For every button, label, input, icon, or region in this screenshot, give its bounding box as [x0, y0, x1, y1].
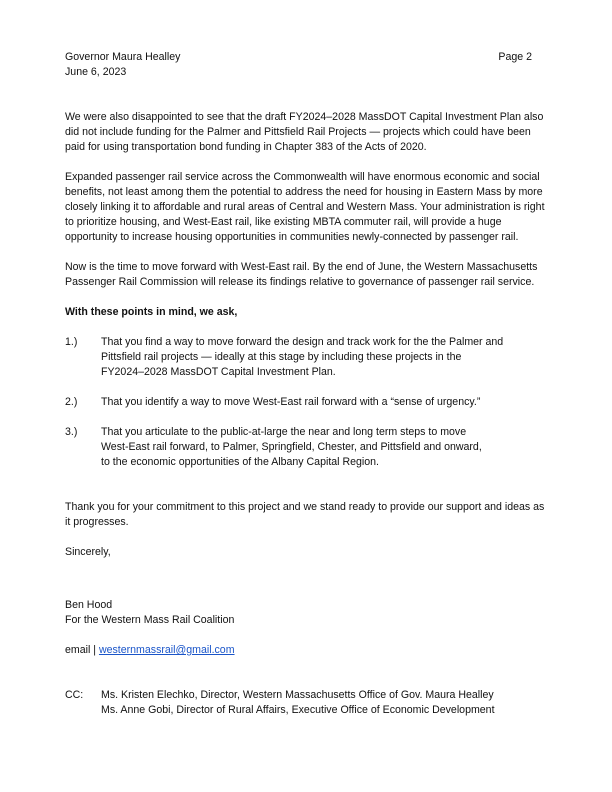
email-link[interactable]: westernmassrail@gmail.com — [98, 644, 235, 656]
cc-label: CC: — [65, 689, 84, 701]
list-item — [65, 425, 549, 470]
thanks-paragraph: Thank you for your commitment to this project and we stand ready to provide our support and ideas as it progresses. — [65, 501, 545, 528]
list-item-number: 1.) — [65, 336, 78, 348]
list-item-number: 3.) — [65, 426, 78, 438]
paragraph-funding: We were also disappointed to see that the draft FY2024–2028 MassDOT Capital Investment Plan also did not include funding for the Palmer and Pittsfield Rail Projects — projects which could have been paid for using transportation bond funding in Chapter 383 of the Acts of 2020. — [65, 111, 544, 153]
cc-block — [65, 688, 549, 718]
request-list — [65, 335, 549, 470]
cc-recipient: Ms. Anne Gobi, Director of Rural Affairs, Executive Office of Economic Development — [101, 704, 495, 716]
list-item-text: That you articulate to the public-at-large the near and long term steps to move West-East rail forward, to Palmer, Springfield, Chester, and Pittsfield and onward, to the economic opportunities of the Albany Capital Region. — [101, 426, 482, 468]
signer-name: Ben Hood — [65, 599, 113, 611]
page-number: Page 2 — [498, 51, 532, 63]
letter-date: June 6, 2023 — [65, 66, 127, 78]
cc-recipient: Ms. Kristen Elechko, Director, Western Massachusetts Office of Gov. Maura Healley — [101, 689, 494, 701]
letter-header — [65, 50, 549, 80]
paragraph-now: Now is the time to move forward with West-East rail. By the end of June, the Western Massachusetts Passenger Rail Commission will release its findings relative to governance of passenger rail service. — [65, 261, 538, 288]
email-label: email | — [65, 644, 99, 656]
signature-block — [65, 598, 549, 628]
list-item-number: 2.) — [65, 396, 78, 408]
paragraph-benefits: Expanded passenger rail service across the Commonwealth will have enormous economic and social benefits, not least among them the potential to address the need for housing in Eastern Mass by more closely linking it to affordable and rural areas of Central and Western Mass. Your administration is right to prioritize housing, and West-East rail, like existing MBTA commuter rail, will provide a huge opportunity to increase housing opportunities in communities newly-connected by passenger rail. — [65, 171, 545, 243]
email-line — [65, 643, 549, 658]
recipient-line: Governor Maura Healley — [65, 51, 181, 63]
cc-recipients — [101, 688, 495, 718]
list-item-text: That you identify a way to move West-East rail forward with a “sense of urgency.” — [101, 396, 481, 408]
letter-page — [65, 50, 549, 718]
closing: Sincerely, — [65, 546, 111, 558]
list-item-text: That you find a way to move forward the design and track work for the the Palmer and Pittsfield rail projects — ideally at this stage by including these projects in the FY2024–2028 MassDOT Capital Investment Plan. — [101, 336, 504, 378]
list-item — [65, 395, 549, 410]
list-item — [65, 335, 549, 380]
signer-organization: For the Western Mass Rail Coalition — [65, 614, 235, 626]
ask-heading: With these points in mind, we ask, — [65, 306, 238, 318]
